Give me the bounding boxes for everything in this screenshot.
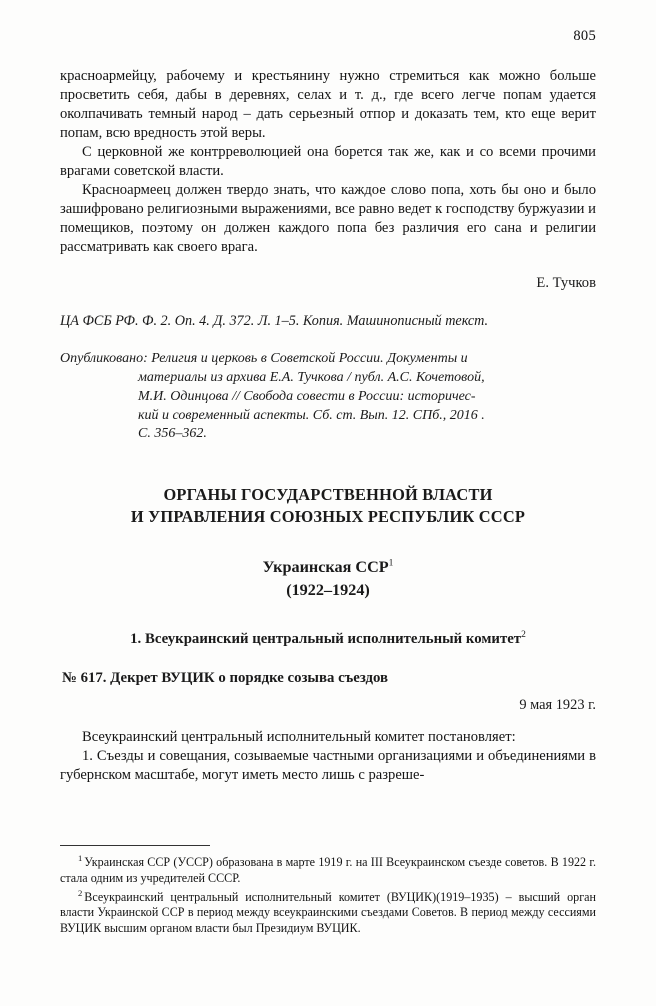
section-heading (60, 484, 596, 527)
republic-heading (60, 557, 596, 579)
publication-line: Опубликовано: Религия и церковь в Советской России. Документы и (60, 351, 468, 367)
footnote-number: 1 (78, 853, 83, 864)
footnote-marker-1: 1 (388, 558, 394, 569)
subsection-heading-label: 1. Всеукраинский центральный исполнительный комитет (130, 630, 522, 647)
footnote-text: Украинская ССР (УССР) образована в марте 1919 г. на III Всеукраинском съезде советов. В 1922 г. стала одним из учредителей СССР. (60, 855, 596, 885)
paragraph: Всеукраинский центральный исполнительный комитет постановляет: (82, 728, 516, 745)
footnote-marker-2: 2 (521, 629, 526, 640)
publication-line: кий и современный аспекты. Сб. ст. Вып. 12. СПб., 2016 . (138, 407, 485, 423)
subsection-heading (60, 630, 596, 648)
paragraph: 1. Съезды и совещания, созываемые частными организациями и объединениями в губернском масштабе, могут иметь место лишь с разреше- (60, 747, 596, 783)
footnote-number: 2 (78, 887, 83, 898)
footnote-text: Всеукраинский центральный исполнительный комитет (ВУЦИК)(1919–1935) – высший орган власти Украинской ССР в период между всеукраинскими съездами Советов. В период между сессиями ВУЦИК высшим органом власти был Президиум ВУЦИК. (60, 889, 596, 935)
republic-years: (1922–1924) (286, 580, 370, 599)
document-title: № 617. Декрет ВУЦИК о порядке созыва съездов (62, 669, 389, 686)
publication-line: материалы из архива Е.А. Тучкова / публ. А.С. Кочетовой, (138, 370, 485, 386)
signature: Е. Тучков (536, 274, 596, 291)
paragraph: Красноармеец должен твердо знать, что каждое слово попа, хоть бы оно и было зашифровано религиозными выражениями, все равно ведет к господству буржуазии и помещиков, поэтому он должен каждого попа без различия его сана и религии рассматривать как своего врага. (60, 181, 596, 255)
footnote-item (60, 853, 596, 886)
footnote-divider (60, 845, 210, 846)
paragraph: С церковной же контрреволюцией она борется так же, как и со всеми прочими врагами советской власти. (60, 143, 596, 179)
archive-reference: ЦА ФСБ РФ. Ф. 2. Оп. 4. Д. 372. Л. 1–5. Копия. Машинописный текст. (60, 312, 489, 329)
footnotes (60, 845, 596, 936)
paragraph: красноармейцу, рабочему и крестьянину нужно стремиться как можно больше просветить себя, дабы в деревнях, селах и т. д., где всего легче попам удается околпачивать темный народ – дать серьезный отпор и доказать тем, кто еще верит попам, всю вредность этой веры. (60, 68, 596, 141)
footnote-item (60, 888, 596, 936)
publication-line: М.И. Одинцова // Свобода совести в России: историчес- (138, 388, 476, 404)
section-heading-line-2: И УПРАВЛЕНИЯ СОЮЗНЫХ РЕСПУБЛИК СССР (130, 506, 526, 526)
page-number: 805 (573, 28, 596, 44)
publication-line: С. 356–362. (138, 426, 207, 442)
publication-note (60, 350, 596, 444)
document-date: 9 мая 1923 г. (519, 696, 596, 713)
republic-heading-label: Украинская ССР (262, 557, 389, 576)
document-text-block (60, 728, 596, 785)
section-heading-line-1: ОРГАНЫ ГОСУДАРСТВЕННОЙ ВЛАСТИ (163, 485, 493, 505)
main-text-block (60, 67, 596, 257)
